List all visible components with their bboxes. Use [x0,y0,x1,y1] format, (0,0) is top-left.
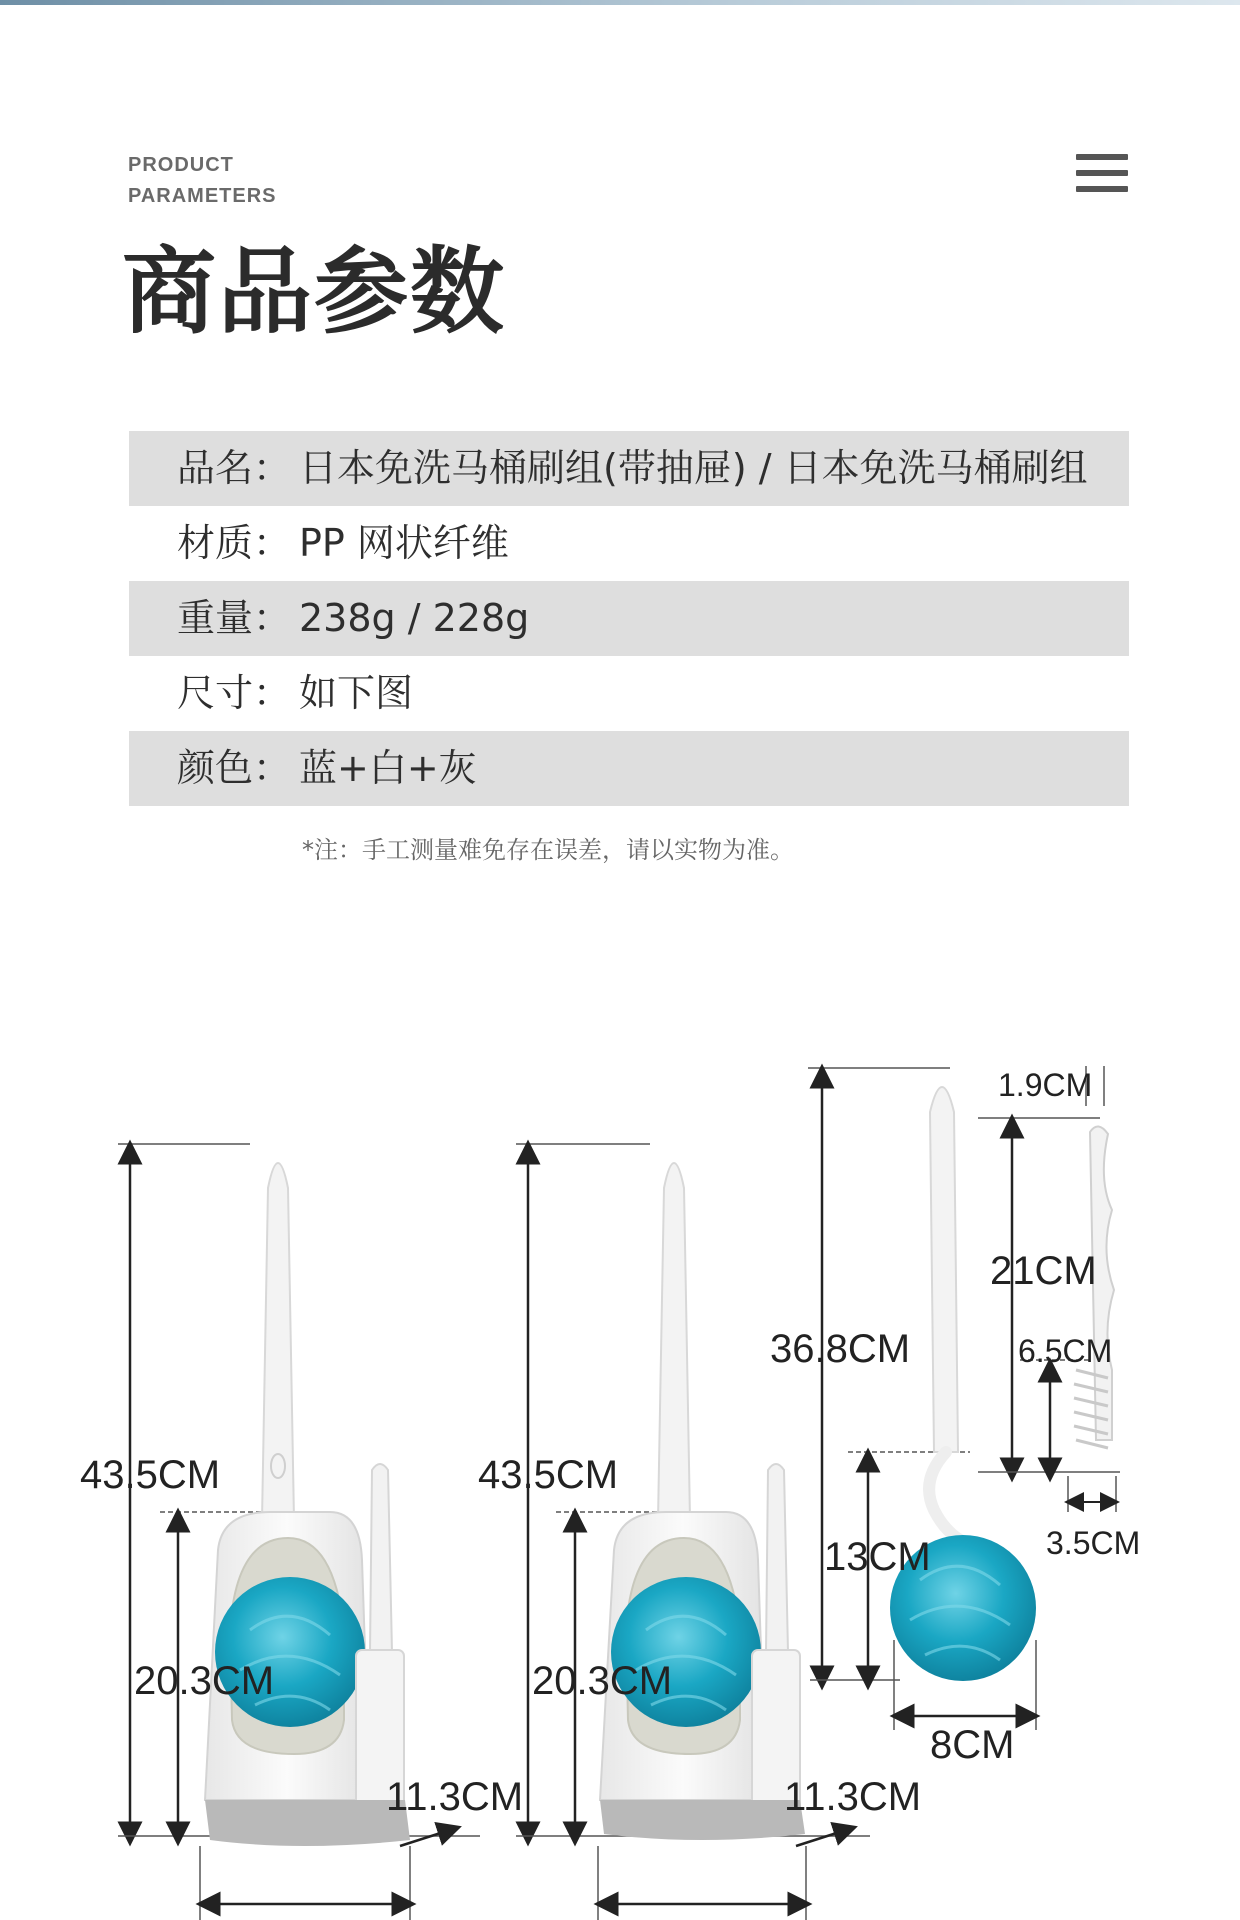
section-eyebrow [128,150,277,212]
param-row-size [129,656,1129,731]
param-value: 蓝+白+灰 [299,746,477,790]
dim-set2-depth: 11.3CM [784,1775,922,1819]
param-row-color [129,731,1129,806]
param-label: 材质： [177,521,292,565]
top-accent-bar [0,0,1240,5]
dim-set2-base-height: 20.3CM [532,1659,673,1703]
dim-brush-length: 36.8CM [770,1327,911,1371]
param-label: 颜色： [177,746,292,790]
toilet-brush-set-1 [80,1144,523,1920]
param-value: 238g / 228g [299,596,530,640]
dim-set1-height: 43.5CM [80,1453,221,1497]
params-table [129,431,1129,806]
param-row-material [129,506,1129,581]
dim-set2-height: 43.5CM [478,1453,619,1497]
menu-icon[interactable] [1076,152,1128,194]
toilet-brush-set-2 [478,1144,921,1920]
dim-brush-head-width: 8CM [930,1723,1015,1767]
dim-brush-head-height: 13CM [824,1535,931,1579]
param-label: 重量： [177,596,292,640]
param-row-name [129,431,1129,506]
param-row-weight [129,581,1129,656]
param-label: 品名： [177,446,292,490]
measurement-note: *注：手工测量难免存在误差，请以实物为准。 [302,836,794,864]
eyebrow-line-1: PRODUCT [128,154,234,176]
param-value: PP 网状纤维 [299,521,509,565]
dimension-diagram [0,1040,1240,1920]
dim-small-brush-thickness: 1.9CM [998,1067,1093,1103]
dim-small-brush-bristle: 6.5CM [1018,1333,1113,1369]
page-title: 商品参数 [122,238,507,347]
param-value: 如下图 [299,671,414,715]
brush-detail [770,1068,1036,1767]
dim-small-brush-width: 3.5CM [1046,1525,1141,1561]
param-value: 日本免洗马桶刷组(带抽屉) / 日本免洗马桶刷组 [299,446,1088,490]
dim-set1-depth: 11.3CM [386,1775,524,1819]
dim-small-brush-length: 21CM [990,1249,1097,1293]
eyebrow-line-2: PARAMETERS [128,185,277,207]
small-brush-detail [978,1066,1140,1561]
param-label: 尺寸： [177,671,292,715]
dim-set1-base-height: 20.3CM [134,1659,275,1703]
